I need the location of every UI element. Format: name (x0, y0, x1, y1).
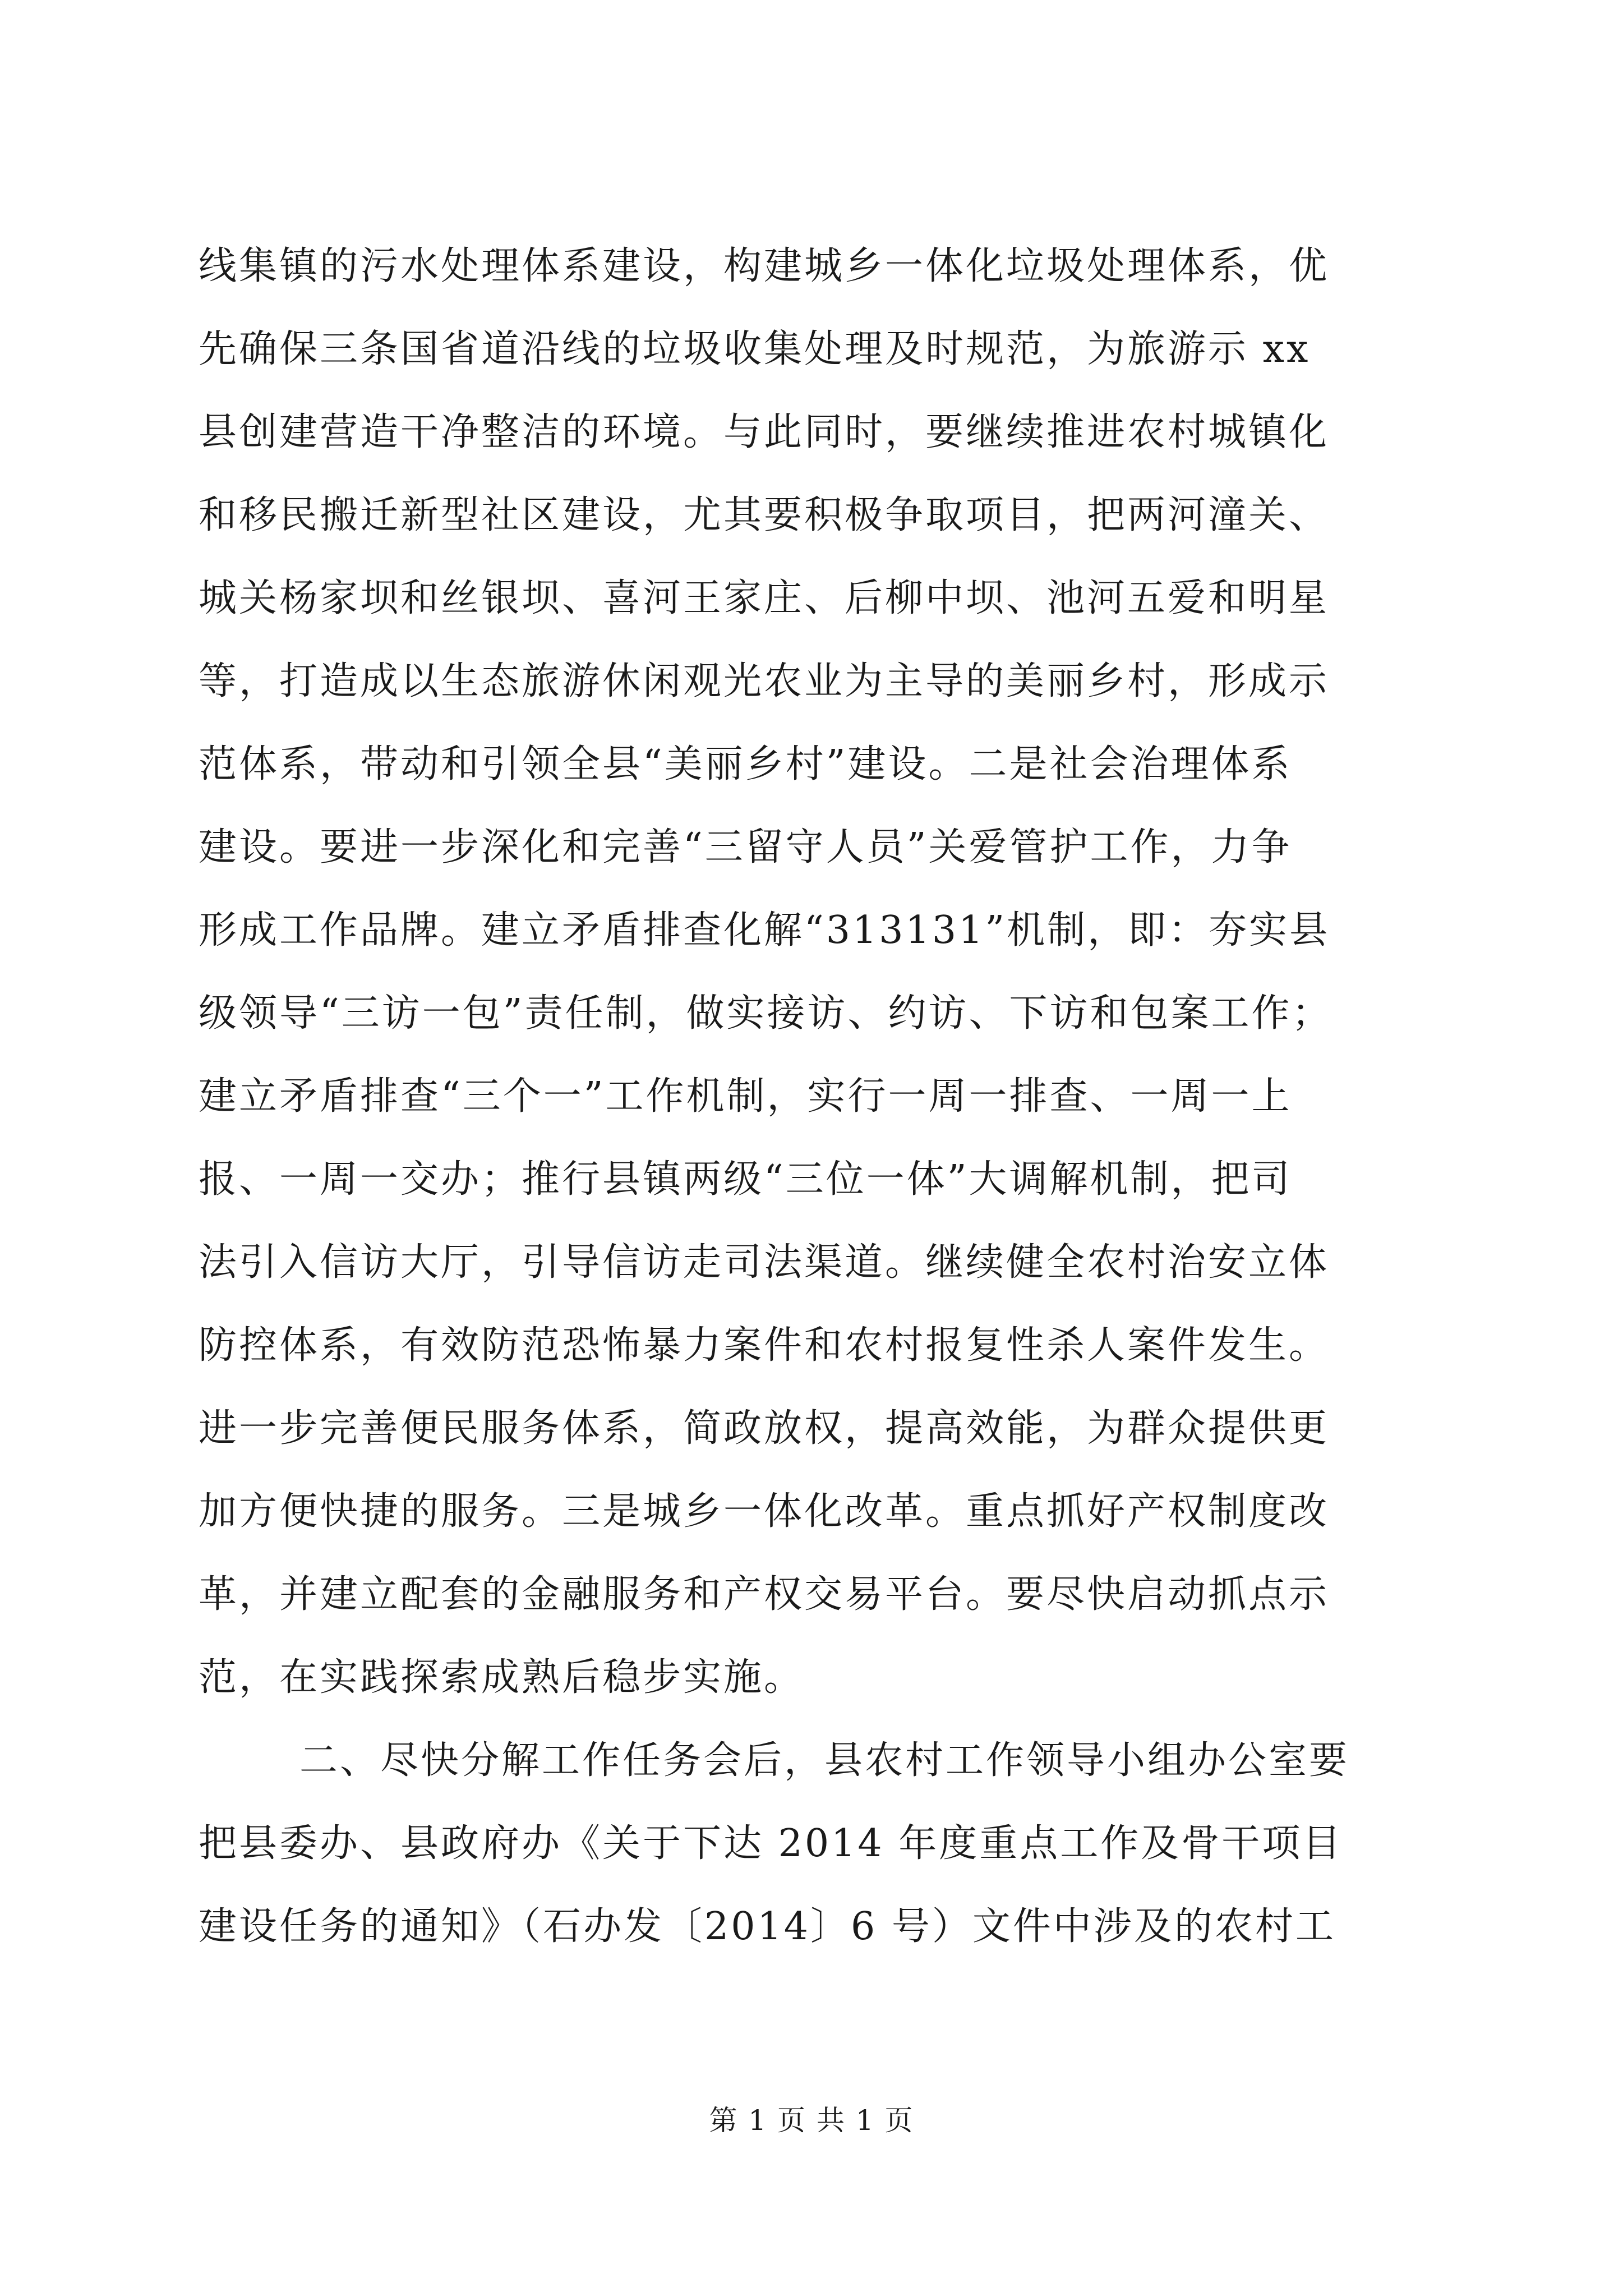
text-line: 建设任务的通知》（石办发〔2014〕6 号）文件中涉及的农村工 (199, 1904, 1336, 1949)
text-line: 范体系，带动和引领全县“美丽乡村”建设。二是社会治理体系 (199, 742, 1292, 786)
text-line: 法引入信访大厅，引导信访走司法渠道。继续健全农村治安立体 (199, 1240, 1330, 1285)
text-line: 加方便快捷的服务。三是城乡一体化改革。重点抓好产权制度改 (199, 1489, 1330, 1534)
paragraph-start-line: 二、尽快分解工作任务会后，县农村工作领导小组办公室要 (299, 1738, 1350, 1783)
text-line: 防控体系，有效防范恐怖暴力案件和农村报复性杀人案件发生。 (199, 1323, 1330, 1368)
text-line: 建立矛盾排查“三个一”工作机制，实行一周一排查、一周一上 (199, 1074, 1292, 1119)
text-line: 县创建营造干净整洁的环境。与此同时，要继续推进农村城镇化 (199, 410, 1330, 454)
page-footer: 第 1 页 共 1 页 (709, 2104, 914, 2137)
text-line: 进一步完善便民服务体系，简政放权，提高效能，为群众提供更 (199, 1406, 1330, 1451)
text-line: 线集镇的污水处理体系建设，构建城乡一体化垃圾处理体系，优 (199, 244, 1330, 288)
text-line: 等，打造成以生态旅游休闲观光农业为主导的美丽乡村，形成示 (199, 659, 1330, 703)
text-line: 城关杨家坝和丝银坝、喜河王家庄、后柳中坝、池河五爱和明星 (199, 576, 1330, 620)
text-line: 报、一周一交办；推行县镇两级“三位一体”大调解机制，把司 (199, 1157, 1292, 1202)
text-line: 和移民搬迁新型社区建设，尤其要积极争取项目，把两河潼关、 (199, 493, 1330, 537)
text-line: 把县委办、县政府办《关于下达 2014 年度重点工作及骨干项目 (199, 1821, 1343, 1866)
text-line: 先确保三条国省道沿线的垃圾收集处理及时规范，为旅游示 xx (199, 327, 1311, 371)
text-line: 级领导“三访一包”责任制，做实接访、约访、下访和包案工作； (199, 991, 1332, 1036)
text-line: 形成工作品牌。建立矛盾排查化解“313131”机制，即：夯实县 (199, 908, 1330, 953)
text-line: 建设。要进一步深化和完善“三留守人员”关爱管护工作，力争 (199, 825, 1292, 869)
text-line: 范，在实践探索成熟后稳步实施。 (199, 1655, 805, 1700)
text-line: 革，并建立配套的金融服务和产权交易平台。要尽快启动抓点示 (199, 1572, 1330, 1617)
